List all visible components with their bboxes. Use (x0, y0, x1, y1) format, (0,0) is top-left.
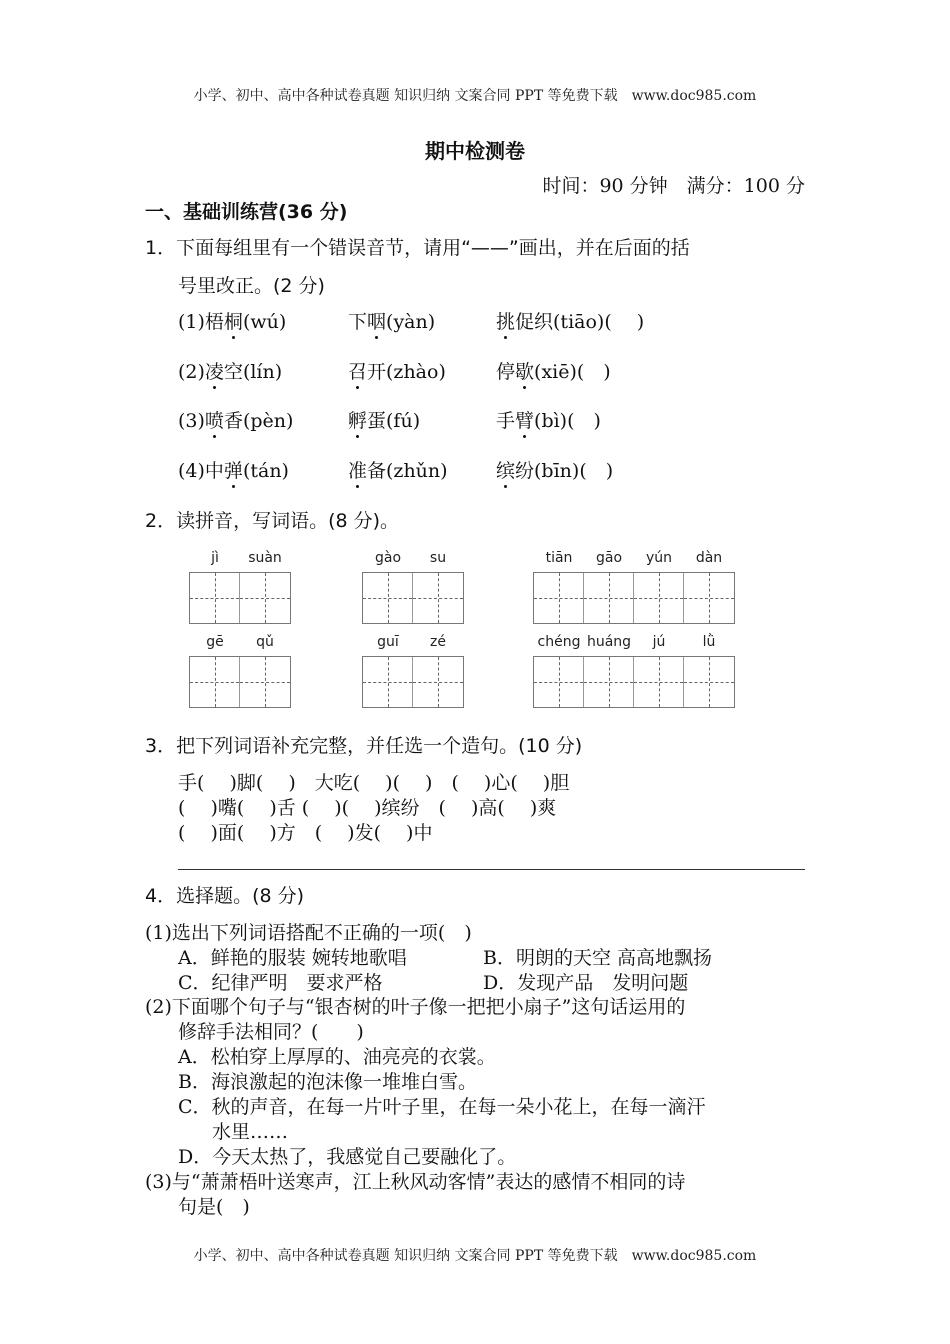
writing-grid[interactable] (362, 572, 464, 624)
pinyin-label: huáng (586, 634, 632, 650)
q1-item-text: (2) (178, 361, 205, 383)
q1-item (178, 459, 289, 483)
writing-cell[interactable] (190, 657, 240, 707)
time-info: 时间：90 分钟 满分：100 分 (542, 175, 805, 197)
dotted-char: 桐 (223, 311, 243, 333)
q1-item-text: 香(pèn) (223, 410, 294, 432)
section-heading: 一、基础训练营(36 分) (145, 201, 348, 223)
q1-item-text: (yàn) (386, 311, 436, 333)
writing-cell[interactable] (634, 573, 684, 623)
answer-line[interactable] (178, 869, 805, 870)
writing-cell[interactable] (363, 657, 413, 707)
writing-cell[interactable] (534, 657, 584, 707)
q3-line: 手( )脚( ) 大吃( )( ) ( )心( )胆 (178, 772, 570, 794)
page-footer: 小学、初中、高中各种试卷真题 知识归纳 文案合同 PPT 等免费下载 www.doc985.com (193, 1248, 757, 1264)
q4-2-option-b: B．海浪激起的泡沫像一堆堆白雪。 (178, 1071, 477, 1093)
dotted-char: 喷 (204, 410, 224, 432)
pinyin-label: jì (211, 550, 219, 566)
q3-line: ( )嘴( )舌 ( )( )缤纷 ( )高( )爽 (178, 797, 557, 819)
q1-item-text: (4)中 (178, 460, 224, 482)
writing-cell[interactable] (413, 573, 463, 623)
pinyin-label: dàn (695, 550, 723, 566)
q1-item-text: 纷(bīn)( ) (515, 460, 614, 482)
dotted-char: 弹 (223, 460, 243, 482)
dotted-char: 臂 (515, 410, 535, 432)
q3-prompt: 3．把下列词语补充完整，并任选一个造句。(10 分) (145, 735, 583, 757)
q1-item (348, 310, 435, 334)
q1-item (496, 409, 601, 433)
q1-item (348, 459, 448, 483)
q1-item-text: 促织(tiāo)( ) (515, 311, 645, 333)
page-title: 期中检测卷 (425, 139, 525, 163)
writing-cell[interactable] (190, 573, 240, 623)
q4-1-option-d: D．发现产品 发明问题 (483, 972, 689, 994)
q1-item-text: (wú) (242, 311, 287, 333)
writing-cell[interactable] (584, 657, 634, 707)
pinyin-label: gào (374, 550, 402, 566)
pinyin-label: suàn (248, 550, 282, 566)
dotted-char: 挑 (496, 311, 516, 333)
writing-cell[interactable] (684, 657, 734, 707)
q1-prompt-cont: 号里改正。(2 分) (178, 275, 325, 297)
writing-cell[interactable] (240, 657, 290, 707)
dotted-char: 歇 (515, 361, 535, 383)
pinyin-label: tiān (545, 550, 573, 566)
writing-cell[interactable] (684, 573, 734, 623)
q4-1-option-c: C．纪律严明 要求严格 (178, 972, 383, 994)
q4-1-option-b: B．明朗的天空 高高地飘扬 (483, 947, 713, 969)
q1-item (496, 360, 611, 384)
q1-item-text: (1)梧 (178, 311, 224, 333)
page-header: 小学、初中、高中各种试卷真题 知识归纳 文案合同 PPT 等免费下载 www.doc985.com (193, 88, 757, 104)
q1-item-text: 蛋(fú) (367, 410, 421, 432)
q1-item (348, 360, 446, 384)
writing-cell[interactable] (534, 573, 584, 623)
q1-item-text: (xiē)( ) (534, 361, 611, 383)
writing-cell[interactable] (584, 573, 634, 623)
writing-cell[interactable] (240, 573, 290, 623)
writing-grid[interactable] (533, 572, 735, 624)
q4-2-stem: (2)下面哪个句子与“银杏树的叶子像一把把小扇子”这句话运用的 (145, 996, 686, 1018)
q4-1-stem: (1)选出下列词语搭配不正确的一项( ) (145, 922, 472, 944)
q4-2-stem-cont: 修辞手法相同？( ) (178, 1021, 364, 1043)
q1-item-text: 停 (496, 361, 516, 383)
pinyin-label: yún (645, 550, 673, 566)
dotted-char: 咽 (367, 311, 387, 333)
writing-grid[interactable] (362, 656, 464, 708)
dotted-char: 准 (348, 460, 368, 482)
q3-line: ( )面( )方 ( )发( )中 (178, 822, 433, 844)
q1-item (348, 409, 420, 433)
q1-item-text: 备(zhǔn) (367, 460, 448, 482)
q4-prompt: 4．选择题。(8 分) (145, 885, 305, 907)
writing-cell[interactable] (363, 573, 413, 623)
writing-cell[interactable] (413, 657, 463, 707)
writing-grid[interactable] (189, 572, 291, 624)
q4-3-stem: (3)与“萧萧梧叶送寒声，江上秋风动客情”表达的感情不相同的诗 (145, 1171, 686, 1193)
q2-prompt: 2．读拼音，写词语。(8 分)。 (145, 510, 400, 532)
q4-2-option-d: D．今天太热了，我感觉自己要融化了。 (178, 1146, 517, 1168)
q1-item-text: 手 (496, 410, 516, 432)
q1-item (178, 360, 282, 384)
writing-cell[interactable] (634, 657, 684, 707)
q1-item-text: (3) (178, 410, 205, 432)
writing-grid[interactable] (189, 656, 291, 708)
q4-3-stem-cont: 句是( ) (178, 1196, 250, 1218)
q1-item (496, 459, 613, 483)
dotted-char: 召 (348, 361, 368, 383)
q4-2-option-c-cont: 水里…… (212, 1121, 289, 1143)
dotted-char: 缤 (496, 460, 516, 482)
dotted-char: 凌 (204, 361, 224, 383)
pinyin-label: gē (206, 634, 224, 650)
pinyin-label: jú (652, 634, 666, 650)
pinyin-label: qǔ (256, 634, 274, 650)
pinyin-label: guī (377, 634, 399, 650)
q1-item-text: 开(zhào) (367, 361, 446, 383)
pinyin-label: lǜ (702, 634, 716, 650)
dotted-char: 孵 (348, 410, 368, 432)
q1-item (178, 310, 286, 334)
pinyin-label: zé (430, 634, 446, 650)
q4-2-option-a: A．松柏穿上厚厚的、油亮亮的衣裳。 (178, 1046, 496, 1068)
q1-item-text: 下 (348, 311, 368, 333)
writing-grid[interactable] (533, 656, 735, 708)
pinyin-label: su (429, 550, 447, 566)
q1-prompt: 1．下面每组里有一个错误音节，请用“——”画出，并在后面的括 (145, 237, 690, 259)
q1-item-text: (tán) (242, 460, 289, 482)
q4-1-option-a: A．鲜艳的服装 婉转地歌唱 (178, 947, 407, 969)
q4-2-option-c: C．秋的声音，在每一片叶子里，在每一朵小花上，在每一滴汗 (178, 1096, 706, 1118)
pinyin-label: chéng (537, 634, 581, 650)
q1-item (178, 409, 293, 433)
q1-item-text: (bì)( ) (534, 410, 601, 432)
q1-item (496, 310, 644, 334)
q1-item-text: 空(lín) (223, 361, 283, 383)
pinyin-label: gāo (595, 550, 623, 566)
